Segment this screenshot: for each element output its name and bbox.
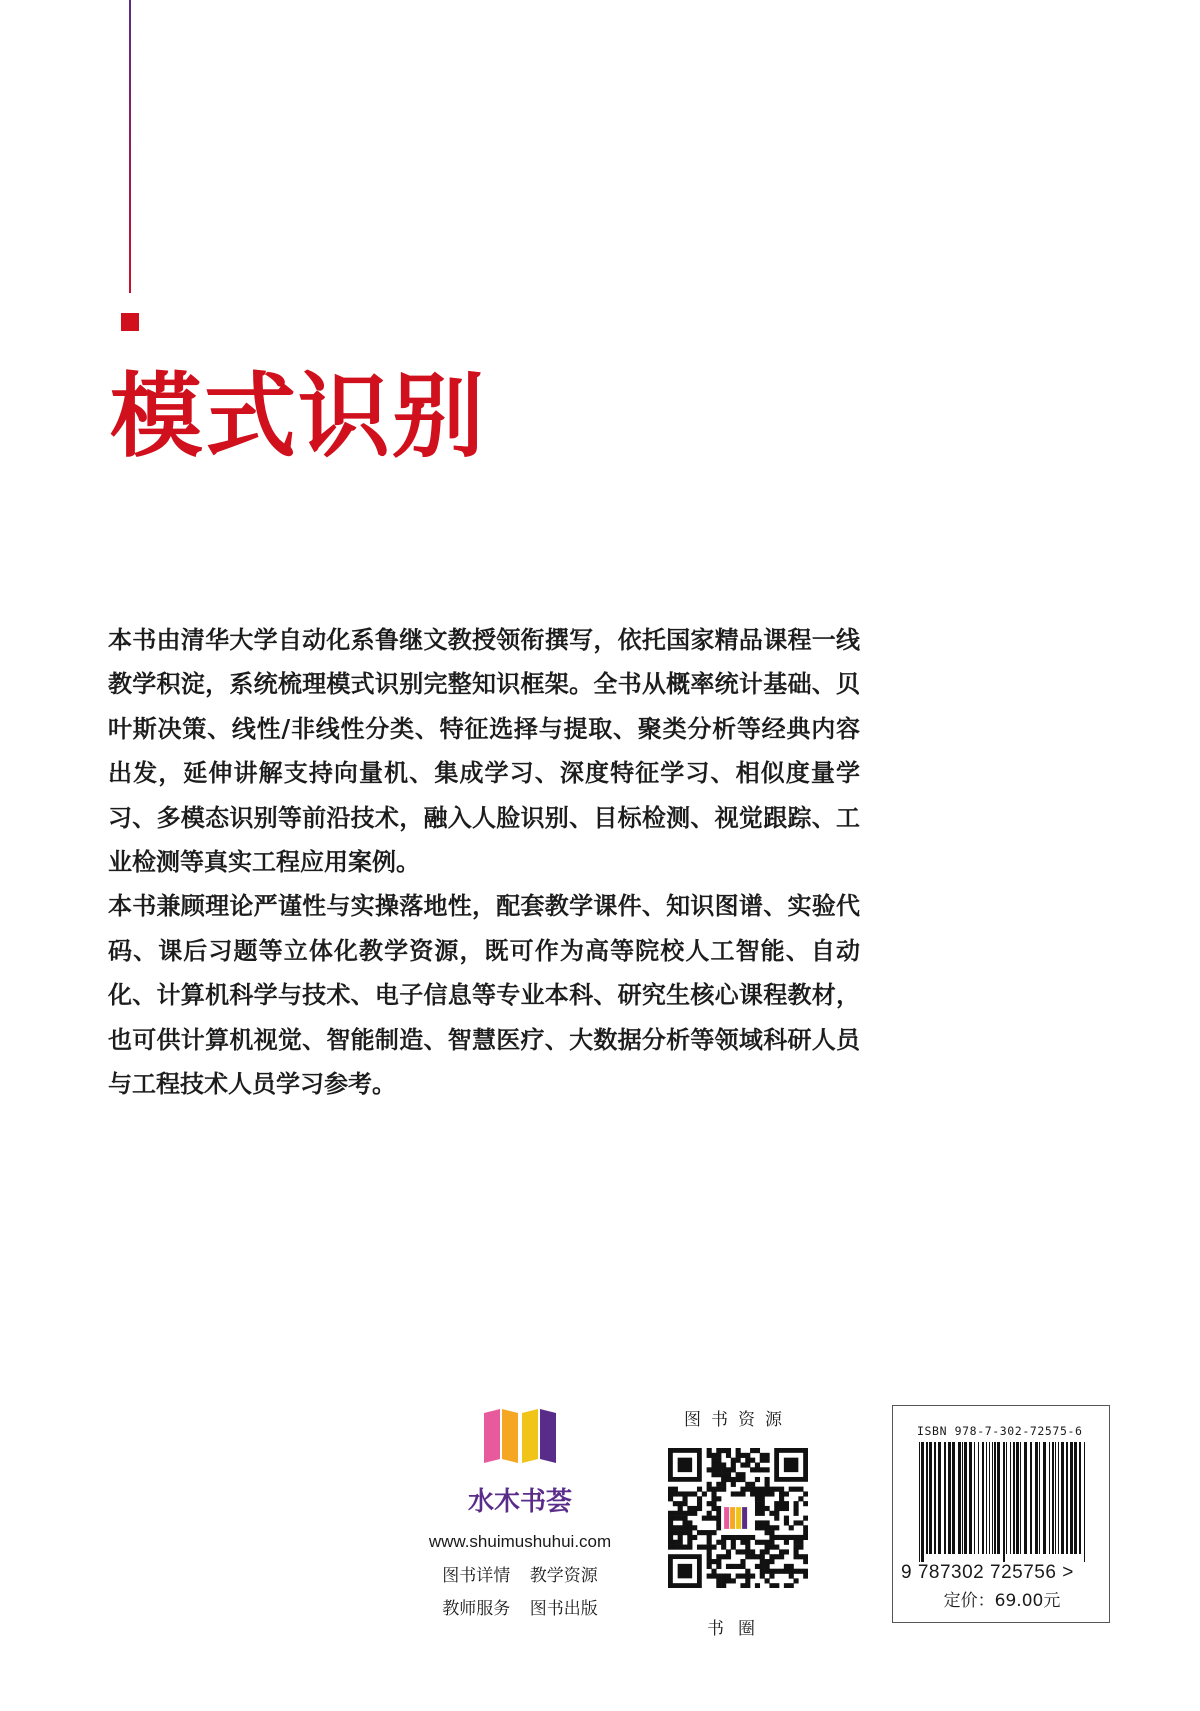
book-price: 定价：69.00元: [943, 1591, 1061, 1611]
isbn-barcode-box: [892, 1405, 1110, 1623]
publisher-url[interactable]: www.shuimushuhui.com: [428, 1532, 612, 1551]
description-paragraph-2: 本书兼顾理论严谨性与实操落地性，配套教学课件、知识图谱、实验代码、课后习题等立体化教学资源，既可作为高等院校人工智能、自动化、计算机科学与技术、电子信息等专业本科、研究生核心课程教材，也可供计算机视觉、智能制造、智慧医疗、大数据分析等领域科研人员与工程技术人员学习参考。: [108, 891, 860, 1099]
link-book-publishing[interactable]: 图书出版: [529, 1599, 598, 1619]
link-book-details[interactable]: 图书详情: [442, 1566, 511, 1586]
publisher-links: [400, 1560, 640, 1626]
link-teaching-resources[interactable]: 教学资源: [529, 1566, 598, 1586]
qr-bottom-label: 书圈: [707, 1619, 769, 1639]
book-title: 模式识别: [110, 362, 487, 470]
decorative-red-square: [121, 313, 139, 331]
qr-code-block: [665, 1405, 811, 1639]
barcode-icon: [919, 1442, 1087, 1562]
book-description: [108, 618, 860, 1106]
publisher-name: 水木书荟: [467, 1487, 572, 1517]
link-teacher-services[interactable]: 教师服务: [442, 1599, 511, 1619]
publisher-book-logo-icon: [480, 1405, 560, 1465]
publisher-block: [400, 1405, 640, 1626]
isbn-digits: 9 787302 725756 >: [901, 1562, 1074, 1583]
description-paragraph-1: 本书由清华大学自动化系鲁继文教授领衔撰写，依托国家精品课程一线教学积淀，系统梳理模式识别完整知识框架。全书从概率统计基础、贝叶斯决策、线性/非线性分类、特征选择与提取、聚类分析等经典内容出发，延伸讲解支持向量机、集成学习、深度特征学习、相似度量学习、多模态识别等前沿技术，融入人脸识别、目标检测、视觉跟踪、工业检测等真实工程应用案例。: [108, 625, 860, 877]
decorative-vertical-line: [129, 0, 131, 293]
isbn-text: ISBN 978-7-302-72575-6: [917, 1424, 1083, 1438]
qr-top-label: 图书资源: [684, 1410, 792, 1430]
qr-code-icon[interactable]: [668, 1448, 808, 1588]
